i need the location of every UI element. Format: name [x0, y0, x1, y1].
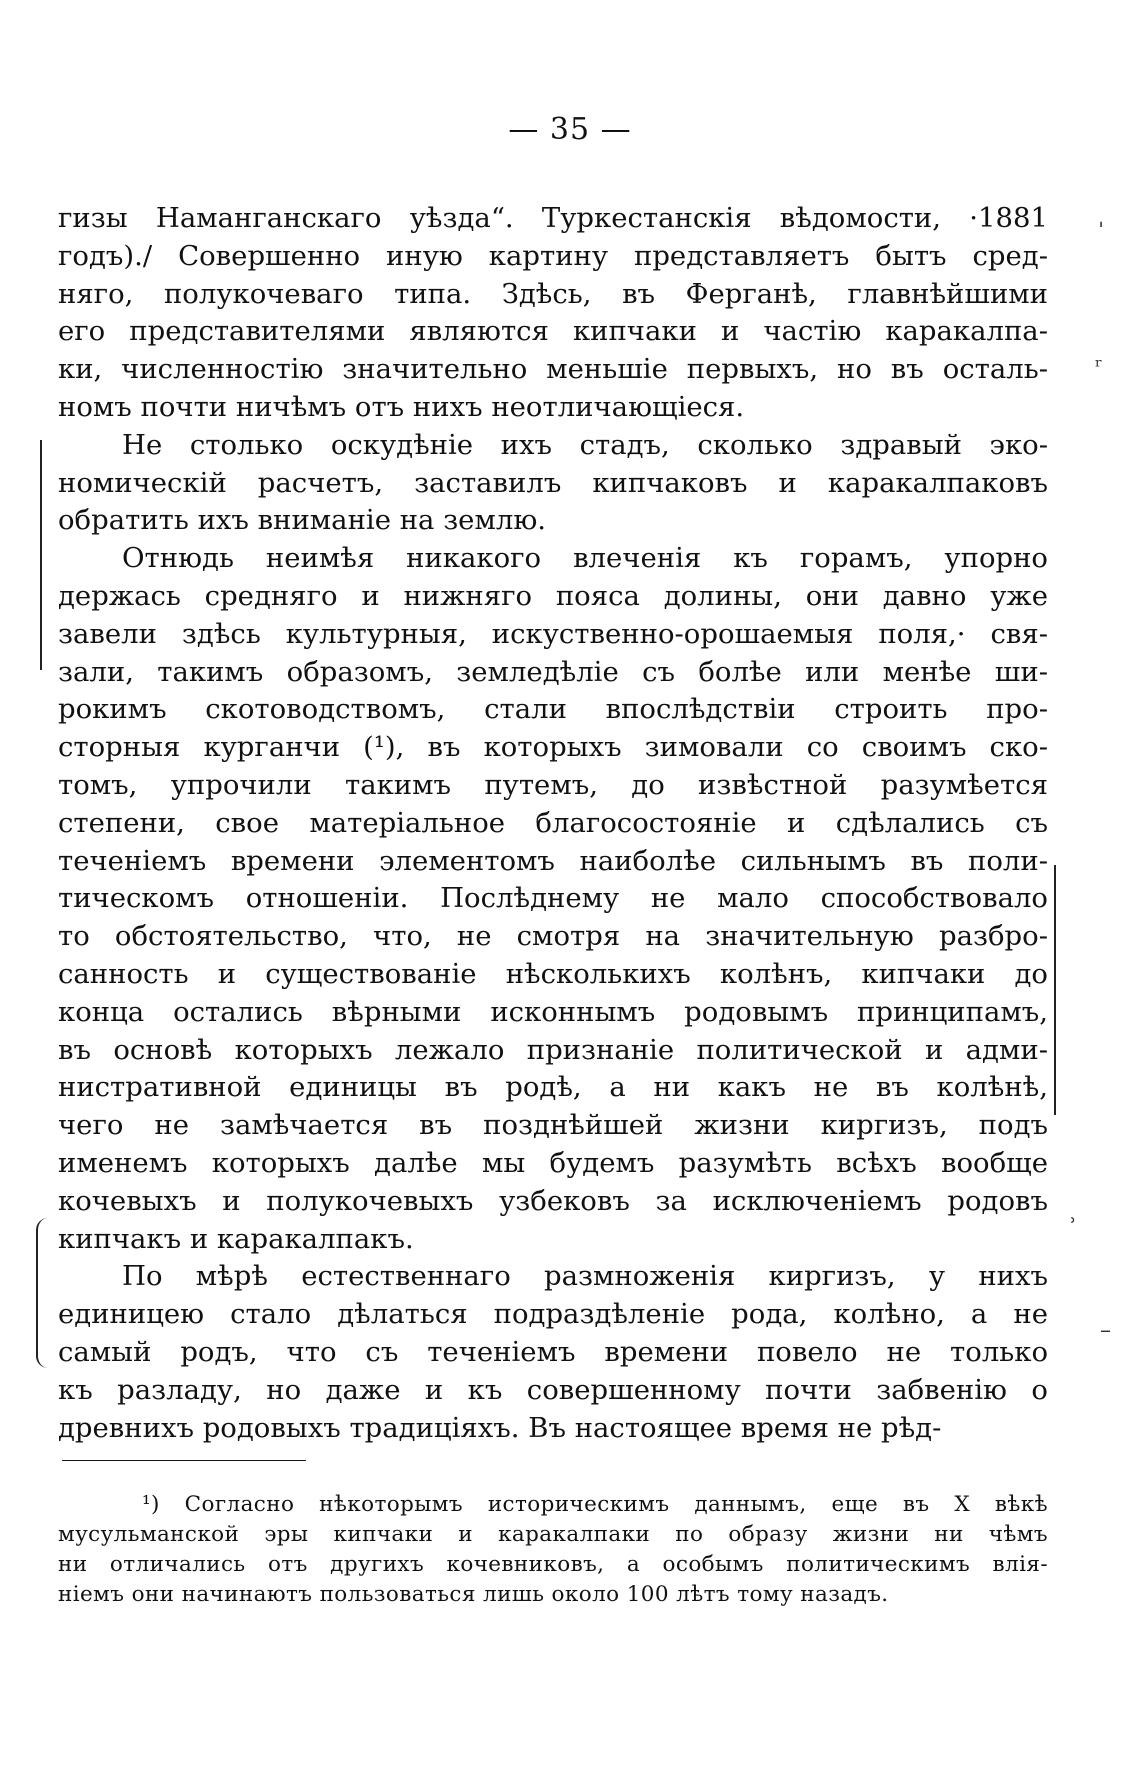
margin-tick-3: ʾ — [1070, 1215, 1077, 1240]
footnote-line: ни отличались отъ другихъ кочевниковъ, а особымъ политическимъ влія- — [58, 1552, 1048, 1577]
text-line: ки, численностію значительно меньшіе первыхъ, но въ осталь- — [58, 353, 1048, 386]
text-line: номическій расчетъ, заставилъ кипчаковъ и каракалпаковъ — [58, 466, 1048, 499]
text-line: Не столько оскудѣніе ихъ стадъ, сколько здравый эко- — [122, 428, 1048, 461]
text-line: въ основѣ которыхъ лежало признаніе политической и адми- — [58, 1033, 1048, 1066]
margin-mark-right — [1054, 865, 1056, 1115]
text-line: единицею стало дѣлаться подраздѣленіе рода, колѣно, а не — [58, 1298, 1048, 1331]
text-line: то обстоятельство, что, не смотря на значительную разбро- — [58, 920, 1048, 953]
text-line: номъ почти ничѣмъ отъ нихъ неотличающіеся. — [58, 390, 745, 423]
text-line: рокимъ скотоводствомъ, стали впослѣдствіи строить про- — [58, 693, 1048, 726]
text-line: его представителями являются кипчаки и частію каракалпа- — [58, 315, 1048, 348]
paragraph — [58, 1258, 1048, 1447]
paragraph — [58, 200, 1048, 427]
text-line: конца остались вѣрными исконнымъ родовымъ принципамъ, — [58, 995, 1048, 1028]
text-line: къ разладу, но даже и къ совершенному почти забвенію о — [58, 1373, 1048, 1406]
text-line: сторныя курганчи (¹), въ которыхъ зимовали со своимъ ско- — [58, 731, 1048, 764]
text-line: держась средняго и нижняго пояса долины, они давно уже — [58, 579, 1048, 612]
footnote-text: Согласно нѣкоторымъ историческимъ даннымъ, еще въ X вѣкѣ — [184, 1492, 1048, 1517]
text-line: именемъ которыхъ далѣе мы будемъ разумѣть всѣхъ вообще — [58, 1146, 1048, 1179]
text-line: нистративной единицы въ родѣ, а ни какъ не въ колѣнѣ, — [58, 1071, 1048, 1104]
text-line: древнихъ родовыхъ традиціяхъ. Въ настоящее время не рѣд- — [58, 1411, 942, 1444]
text-line: По мѣрѣ естественнаго размноженія киргизъ, у нихъ — [122, 1260, 1048, 1293]
text-line: томъ, упрочили такимъ путемъ, до извѣстной разумѣется — [58, 768, 1048, 801]
footnote-line: мусульманской эры кипчаки и каракалпаки по образу жизни ни чѣмъ — [58, 1522, 1048, 1547]
paragraph — [58, 540, 1048, 1258]
text-line: тическомъ отношеніи. Послѣднему не мало способствовало — [58, 882, 1048, 915]
text-line: няго, полукочеваго типа. Здѣсь, въ Ферганѣ, главнѣйшими — [58, 277, 1048, 310]
page-number: — 35 — — [508, 112, 632, 147]
text-line: обратить ихъ вниманіе на землю. — [58, 504, 547, 537]
footnote-line: ніемъ они начинаютъ пользоваться лишь около 100 лѣтъ тому назадъ. — [58, 1582, 889, 1607]
footnote — [58, 1490, 1048, 1610]
text-line: чего не замѣчается въ позднѣйшей жизни киргизъ, подъ — [58, 1109, 1048, 1142]
body-text — [58, 200, 1048, 1447]
footnote-marker: ¹) — [142, 1492, 185, 1517]
text-line: самый родъ, что съ теченіемъ времени повело не только — [58, 1335, 1048, 1368]
text-line: кипчакъ и каракалпакъ. — [58, 1222, 414, 1255]
text-line: кочевыхъ и полукочевыхъ узбековъ за исключеніемъ родовъ — [58, 1184, 1048, 1217]
text-line: Отнюдь неимѣя никакого влеченія къ горамъ, упорно — [122, 542, 1048, 575]
text-line: завели здѣсь культурныя, искуственно-орошаемыя поля,· свя- — [58, 617, 1048, 650]
text-line: степени, свое матеріальное благосостояніе и сдѣлались съ — [58, 806, 1048, 839]
paragraph — [58, 427, 1048, 540]
margin-mark-left-2 — [36, 1218, 48, 1368]
footnote-divider — [62, 1460, 306, 1461]
margin-tick-2: ʳ — [1095, 355, 1103, 380]
text-line: гизы Наманганскаго уѣзда“. Туркестанскія вѣдомости, ·1881 — [58, 202, 1048, 234]
text-line: годъ)./ Совершенно иную картину представляетъ бытъ сред- — [58, 239, 1048, 272]
margin-tick-4: – — [1100, 1318, 1111, 1343]
footnote-line — [58, 1490, 1048, 1520]
margin-mark-left-1 — [40, 440, 42, 670]
text-line: теченіемъ времени элементомъ наиболѣе сильнымъ въ поли- — [58, 844, 1048, 877]
margin-tick-1: ˌ — [1098, 205, 1105, 230]
text-line: зали, такимъ образомъ, земледѣліе съ болѣе или менѣе ши- — [58, 655, 1048, 688]
text-line: санность и существованіе нѣсколькихъ колѣнъ, кипчаки до — [58, 957, 1048, 990]
